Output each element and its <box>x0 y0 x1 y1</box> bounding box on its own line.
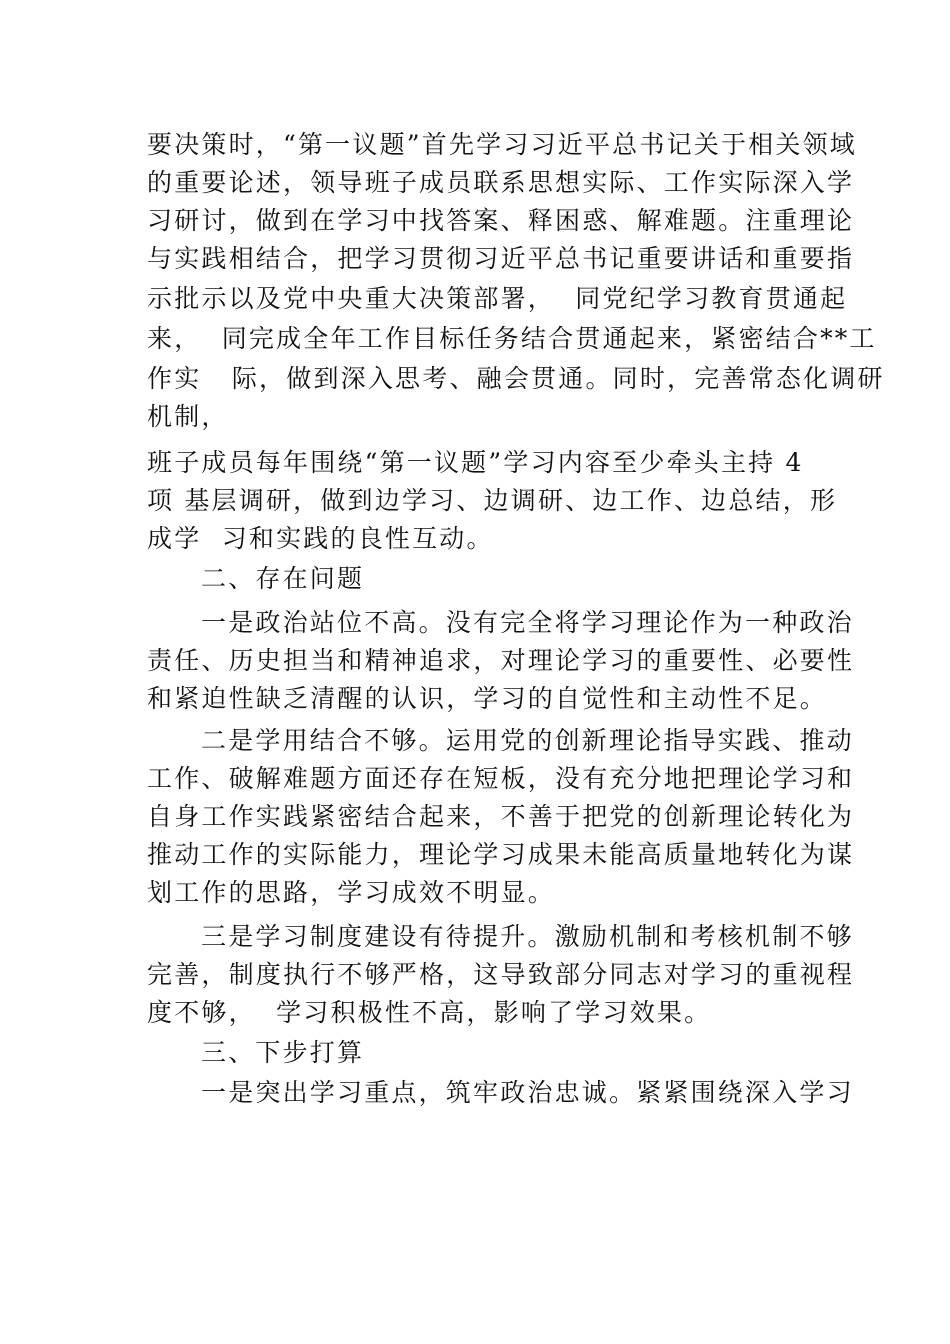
text-line: 班子成员每年围绕“第一议题”学习内容至少牵头主持 4 <box>147 448 804 477</box>
text-line: 三是学习制度建设有待提升。激励机制和考核机制不够 <box>201 922 854 951</box>
text-line: 项 基层调研，做到边学习、边调研、边工作、边总结，形 <box>147 486 838 515</box>
text-line: 习研讨，做到在学习中找答案、释困惑、解难题。注重理论 <box>147 206 855 235</box>
text-line: 推动工作的实际能力，理论学习成果未能高质量地转化为谋 <box>147 840 855 869</box>
text-line: 成学 习和实践的良性互动。 <box>147 524 494 553</box>
text-line: 划工作的思路，学习成效不明显。 <box>147 878 556 907</box>
text-line: 作实 际，做到深入思考、融会贯通。同时，完善常态化调研 <box>147 364 885 393</box>
text-line: 的重要论述，领导班子成员联系思想实际、工作实际深入学 <box>147 168 855 197</box>
section-heading-plans: 三、下步打算 <box>201 1038 365 1067</box>
text-line: 责任、历史担当和精神追求，对理论学习的重要性、必要性 <box>147 646 855 675</box>
text-line: 示批示以及党中央重大决策部署， 同党纪学习教育贯通起 <box>147 284 848 313</box>
text-line: 完善，制度执行不够严格，这导致部分同志对学习的重视程 <box>147 960 855 989</box>
text-line: 度不够， 学习积极性不高，影响了学习效果。 <box>147 998 712 1027</box>
text-line: 要决策时，“第一议题”首先学习习近平总书记关于相关领域 <box>147 130 857 159</box>
text-line: 工作、破解难题方面还存在短板，没有充分地把理论学习和 <box>147 764 855 793</box>
text-line: 和紧迫性缺乏清醒的认识，学习的自觉性和主动性不足。 <box>147 684 828 713</box>
text-line: 一是政治站位不高。没有完全将学习理论作为一种政治 <box>201 608 854 637</box>
text-line: 二是学用结合不够。运用党的创新理论指导实践、推动 <box>201 726 854 755</box>
text-line: 来， 同完成全年工作目标任务结合贯通起来，紧密结合**工 <box>147 324 877 353</box>
text-line: 一是突出学习重点，筑牢政治忠诚。紧紧围绕深入学习 <box>201 1078 854 1107</box>
text-line: 机制， <box>147 402 229 431</box>
section-heading-problems: 二、存在问题 <box>201 564 365 593</box>
text-line: 与实践相结合，把学习贯彻习近平总书记重要讲话和重要指 <box>147 244 855 273</box>
text-line: 自身工作实践紧密结合起来，不善于把党的创新理论转化为 <box>147 802 855 831</box>
